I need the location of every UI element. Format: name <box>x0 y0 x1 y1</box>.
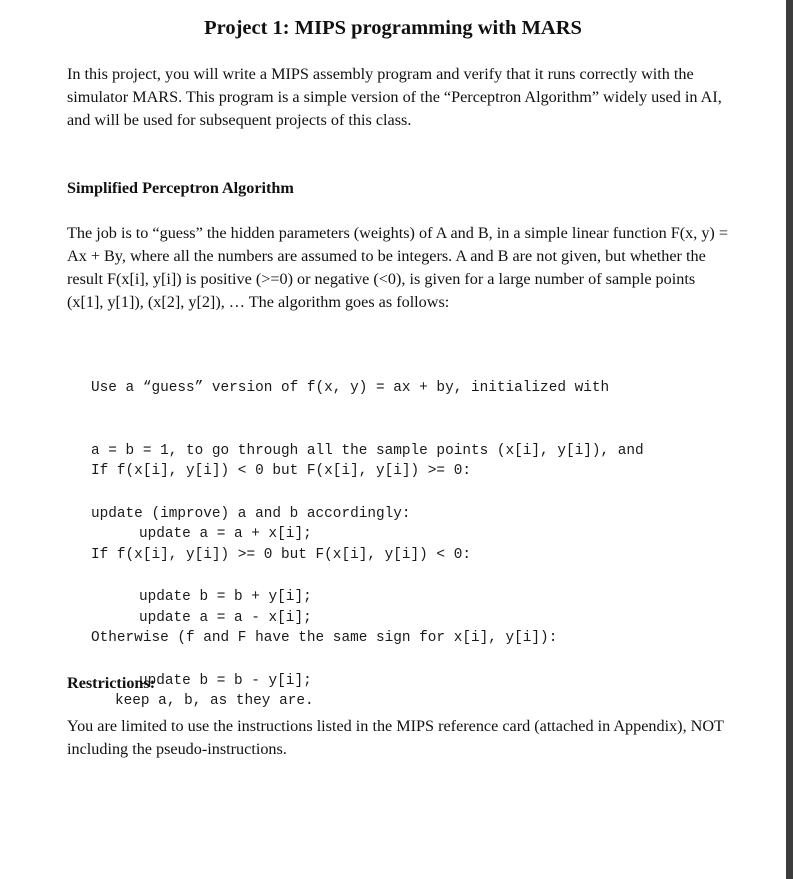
code-line: update b = b - y[i]; <box>139 673 312 689</box>
code-condition: Otherwise (f and F have the same sign for x[i], y[i]): <box>91 630 558 646</box>
code-line: Use a “guess” version of f(x, y) = ax + by, initialized with <box>91 380 610 396</box>
page-title: Project 1: MIPS programming with MARS <box>204 17 582 39</box>
code-line: update b = b + y[i]; <box>139 589 312 605</box>
code-line: a = b = 1, to go through all the sample points (x[i], y[i]), and <box>91 443 644 459</box>
restrictions-paragraph: You are limited to use the instructions listed in the MIPS reference card (attached in Appendix), NOT including the pseudo-instructions. <box>67 717 724 758</box>
code-condition: If f(x[i], y[i]) >= 0 but F(x[i], y[i]) < 0: <box>91 547 471 563</box>
section-heading-restrictions: Restrictions: <box>67 674 156 692</box>
code-condition: If f(x[i], y[i]) < 0 but F(x[i], y[i]) >= 0: <box>91 463 471 479</box>
intro-paragraph: In this project, you will write a MIPS assembly program and verify that it runs correctly with the simulator MARS. This program is a simple version of the “Perceptron Algorithm” widely used in AI, and will be used for subsequent projects of this class. <box>67 65 722 129</box>
code-line: update a = a - x[i]; <box>139 610 312 626</box>
code-line: update (improve) a and b accordingly: <box>91 506 411 522</box>
code-line: keep a, b, as they are. <box>115 693 314 709</box>
algorithm-description-paragraph: The job is to “guess” the hidden parameters (weights) of A and B, in a simple linear function F(x, y) = Ax + By, where all the numbers are assumed to be integers. A and B are not given, but whether the result F(x[i], y[i]) is positive (>=0) or negative (<0), is given for a large number of sample points (x[1], y[1]), (x[2], y[2]), … The algorithm goes as follows: <box>67 224 728 311</box>
section-heading-perceptron: Simplified Perceptron Algorithm <box>67 179 294 197</box>
window-edge-divider <box>786 0 793 879</box>
code-line: update a = a + x[i]; <box>139 526 312 542</box>
